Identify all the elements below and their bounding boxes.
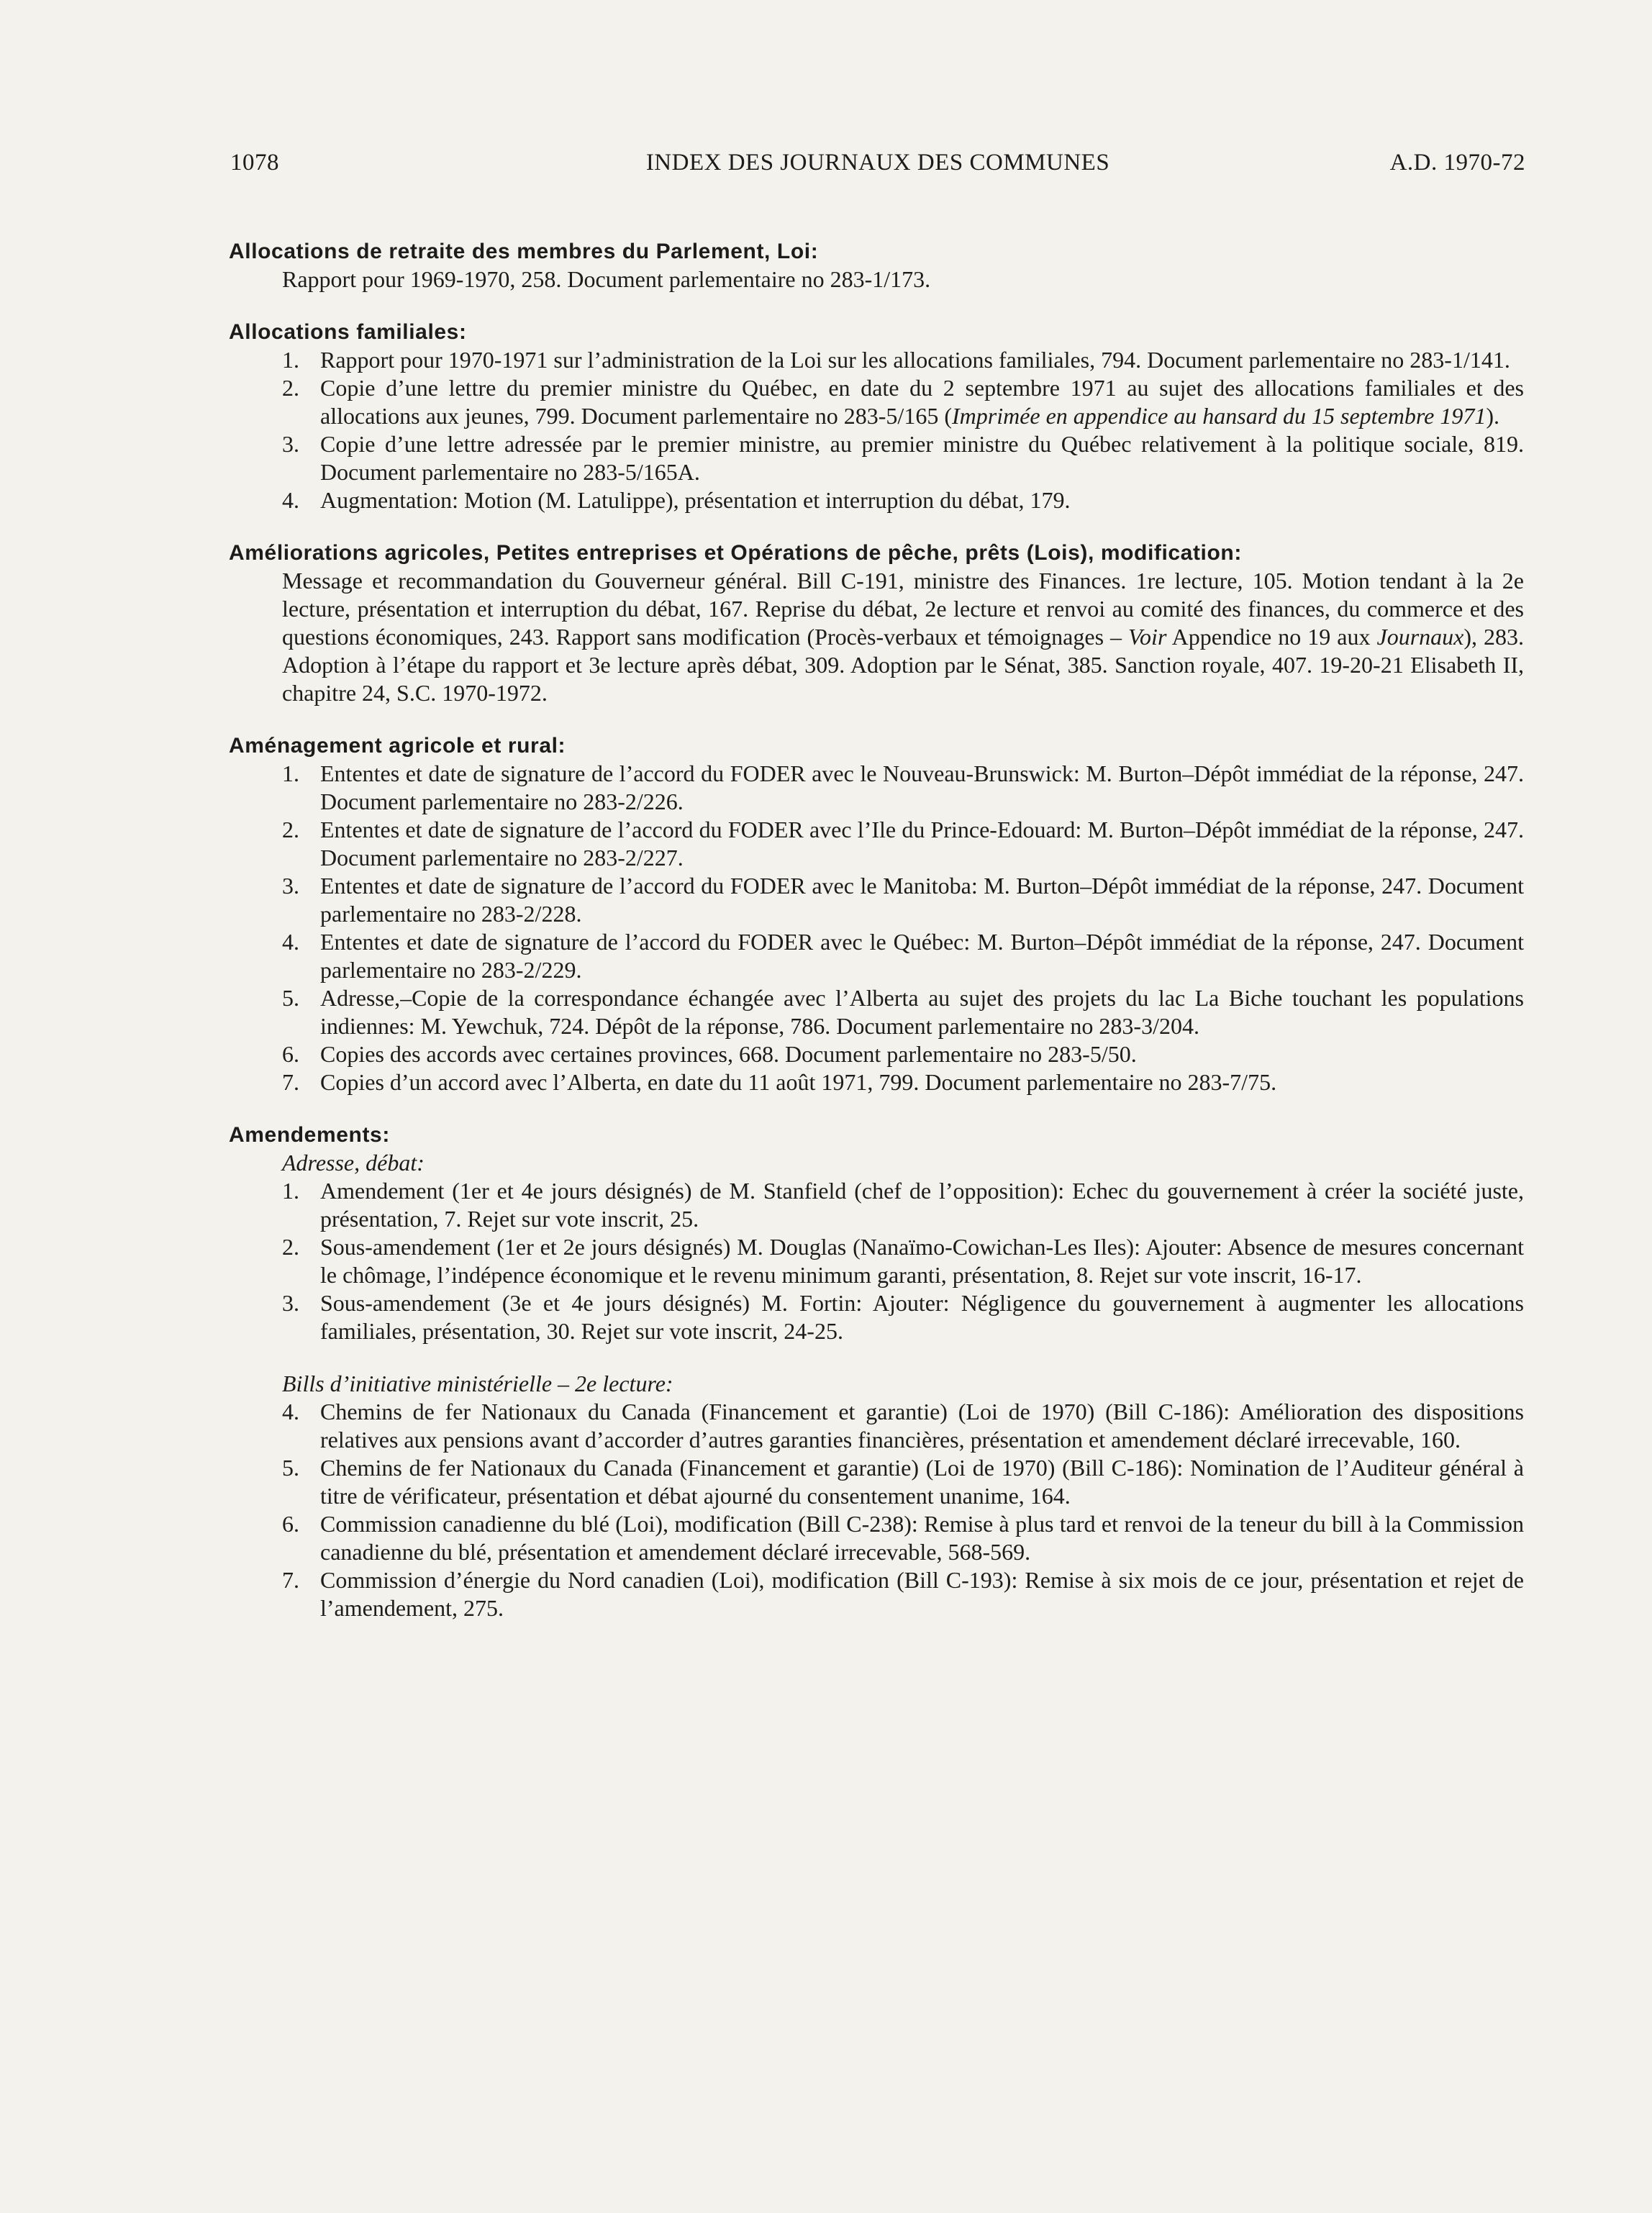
entry-list	[229, 1177, 1524, 1345]
entry-text	[229, 567, 1524, 707]
index-entry	[229, 318, 1524, 514]
list-item	[229, 1398, 1524, 1454]
list-item	[229, 1068, 1524, 1096]
item-number: 5.	[282, 1455, 299, 1481]
item-text: Chemins de fer Nationaux du Canada (Financement et garantie) (Loi de 1970) (Bill C-186): Nomination de l’Auditeur général à titre de vérificateur, présentation et débat ajourné du consentement unanime, 164.	[320, 1455, 1524, 1509]
list-item	[229, 984, 1524, 1040]
item-number: 4.	[282, 929, 299, 955]
item-number: 3.	[282, 873, 299, 899]
list-item	[229, 1177, 1524, 1233]
entry-text-part: Appendice no 19 aux	[1166, 624, 1377, 650]
list-item	[229, 928, 1524, 984]
item-number: 6.	[282, 1041, 299, 1067]
list-item	[229, 374, 1524, 430]
item-text: Sous-amendement (3e et 4e jours désignés) M. Fortin: Ajouter: Négligence du gouvernement à augmenter les allocations familiales, présentation, 30. Rejet sur vote inscrit, 24-25.	[320, 1290, 1524, 1344]
running-head	[230, 150, 1525, 186]
item-text: Ententes et date de signature de l’accord du FODER avec le Nouveau-Brunswick: M. Burton–Dépôt immédiat de la réponse, 247. Document parlementaire no 283-2/226.	[320, 760, 1524, 814]
item-text: Commission d’énergie du Nord canadien (Loi), modification (Bill C-193): Remise à six mois de ce jour, présentation et rejet de l’amendement, 275.	[320, 1567, 1524, 1621]
index-entry	[229, 732, 1524, 1096]
item-text: Sous-amendement (1er et 2e jours désignés) M. Douglas (Nanaïmo-Cowichan-Les Iles): Ajouter: Absence de mesures concernant le chômage, l’indépence économique et le revenu minimum garanti, présentation, 8. Rejet sur vote inscrit, 16-17.	[320, 1234, 1524, 1288]
list-item	[229, 1040, 1524, 1068]
item-number: 1.	[282, 1178, 299, 1204]
index-entry	[229, 237, 1524, 294]
item-number: 2.	[282, 1234, 299, 1260]
entry-list	[229, 346, 1524, 514]
item-text: Copie d’une lettre du premier ministre du Québec, en date du 2 septembre 1971 au sujet des allocations familiales et des allocations aux jeunes, 799. Document parlementaire no 283-5/165 (	[320, 375, 1524, 429]
item-text: Copies d’un accord avec l’Alberta, en date du 11 août 1971, 799. Document parlementaire no 283-7/75.	[320, 1069, 1277, 1095]
item-text: Ententes et date de signature de l’accord du FODER avec le Québec: M. Burton–Dépôt immédiat de la réponse, 247. Document parlementaire no 283-2/229.	[320, 929, 1524, 983]
item-number: 7.	[282, 1069, 299, 1095]
page-title: INDEX DES JOURNAUX DES COMMUNES	[645, 150, 1110, 176]
item-number: 1.	[282, 760, 299, 786]
list-item	[229, 1510, 1524, 1566]
entry-subheading: Bills d’initiative ministérielle – 2e lecture:	[282, 1371, 673, 1396]
item-text: Rapport pour 1970-1971 sur l’administration de la Loi sur les allocations familiales, 794. Document parlementaire no 283-1/141.	[320, 347, 1510, 373]
page-number: 1078	[230, 150, 279, 176]
item-number: 1.	[282, 347, 299, 373]
item-text: Augmentation: Motion (M. Latulippe), présentation et interruption du débat, 179.	[320, 487, 1071, 513]
list-item	[229, 816, 1524, 872]
index-entry	[229, 539, 1524, 707]
list-item	[229, 346, 1524, 374]
entry-heading: Améliorations agricoles, Petites entreprises et Opérations de pêche, prêts (Lois), modification:	[229, 541, 1242, 565]
list-item	[229, 486, 1524, 514]
item-number: 4.	[282, 1399, 299, 1424]
list-item	[229, 430, 1524, 486]
item-text: Ententes et date de signature de l’accord du FODER avec l’Ile du Prince-Edouard: M. Burton–Dépôt immédiat de la réponse, 247. Document parlementaire no 283-2/227.	[320, 817, 1524, 871]
year-range: A.D. 1970-72	[1389, 150, 1525, 176]
item-number: 3.	[282, 1290, 299, 1316]
item-text: Copies des accords avec certaines provinces, 668. Document parlementaire no 283-5/50.	[320, 1041, 1137, 1067]
entry-text: Rapport pour 1969-1970, 258. Document parlementaire no 283-1/173.	[282, 266, 931, 292]
item-number: 7.	[282, 1567, 299, 1593]
entry-text-part: Message et recommandation du Gouverneur général. Bill C-191, ministre des Finances. 1re lecture, 105. Motion tendant à la 2e lecture, présentation et interruption du débat, 167. Reprise du débat, 2e lecture et renvoi au comité des finances, du commerce et des questions économiques, 243. Rapport sans modification (Procès-verbaux et témoignages –	[282, 568, 1524, 650]
entry-heading: Aménagement agricole et rural:	[229, 734, 566, 758]
item-number: 2.	[282, 817, 299, 842]
entry-list	[229, 760, 1524, 1096]
item-text: Chemins de fer Nationaux du Canada (Financement et garantie) (Loi de 1970) (Bill C-186): Amélioration des dispositions relatives aux pensions avant d’accorder d’autres garanties financières, présentation et amendement déclaré irrecevable, 160.	[320, 1399, 1524, 1453]
entry-text-part: ), 283. Adoption à l’étape du rapport et 3e lecture après débat, 309. Adoption par le Sénat, 385. Sanction royale, 407. 19-20-21 Elisabeth II, chapitre 24, S.C. 1970-1972.	[282, 624, 1525, 706]
item-number: 6.	[282, 1511, 299, 1537]
item-text-after: ).	[1486, 403, 1499, 429]
entry-text-voir: Voir	[1128, 624, 1167, 650]
item-number: 5.	[282, 985, 299, 1011]
item-italic-note: Imprimée en appendice au hansard du 15 septembre 1971	[951, 403, 1487, 429]
list-item	[229, 872, 1524, 928]
list-item	[229, 1454, 1524, 1510]
item-number: 2.	[282, 375, 299, 401]
item-text: Commission canadienne du blé (Loi), modification (Bill C-238): Remise à plus tard et renvoi de la teneur du bill à la Commission canadienne du blé, présentation et amendement déclaré irrecevable, 568-569.	[320, 1511, 1524, 1565]
list-item	[229, 760, 1524, 816]
list-item	[229, 1233, 1524, 1289]
entry-list	[229, 1398, 1524, 1622]
entry-heading: Allocations de retraite des membres du Parlement, Loi:	[229, 240, 819, 263]
group-spacer	[229, 1345, 1524, 1370]
entry-text-journaux: Journaux	[1376, 624, 1464, 650]
entry-heading: Allocations familiales:	[229, 320, 467, 344]
item-text: Amendement (1er et 4e jours désignés) de M. Stanfield (chef de l’opposition): Echec du gouvernement à créer la société juste, présentation, 7. Rejet sur vote inscrit, 25.	[320, 1178, 1524, 1232]
item-text: Copie d’une lettre adressée par le premier ministre, au premier ministre du Québec relativement à la politique sociale, 819. Document parlementaire no 283-5/165A.	[320, 431, 1524, 485]
list-item	[229, 1566, 1524, 1622]
entry-heading: Amendements:	[229, 1123, 390, 1147]
item-text: Adresse,–Copie de la correspondance échangée avec l’Alberta au sujet des projets du lac La Biche touchant les populations indiennes: M. Yewchuk, 724. Dépôt de la réponse, 786. Document parlementaire no 283-3/204.	[320, 985, 1524, 1039]
index-entry	[229, 1121, 1524, 1622]
item-number: 3.	[282, 431, 299, 457]
index-content	[229, 237, 1524, 1647]
item-number: 4.	[282, 487, 299, 513]
list-item	[229, 1289, 1524, 1345]
item-text: Ententes et date de signature de l’accord du FODER avec le Manitoba: M. Burton–Dépôt immédiat de la réponse, 247. Document parlementaire no 283-2/228.	[320, 873, 1524, 927]
entry-subheading: Adresse, débat:	[282, 1150, 425, 1176]
